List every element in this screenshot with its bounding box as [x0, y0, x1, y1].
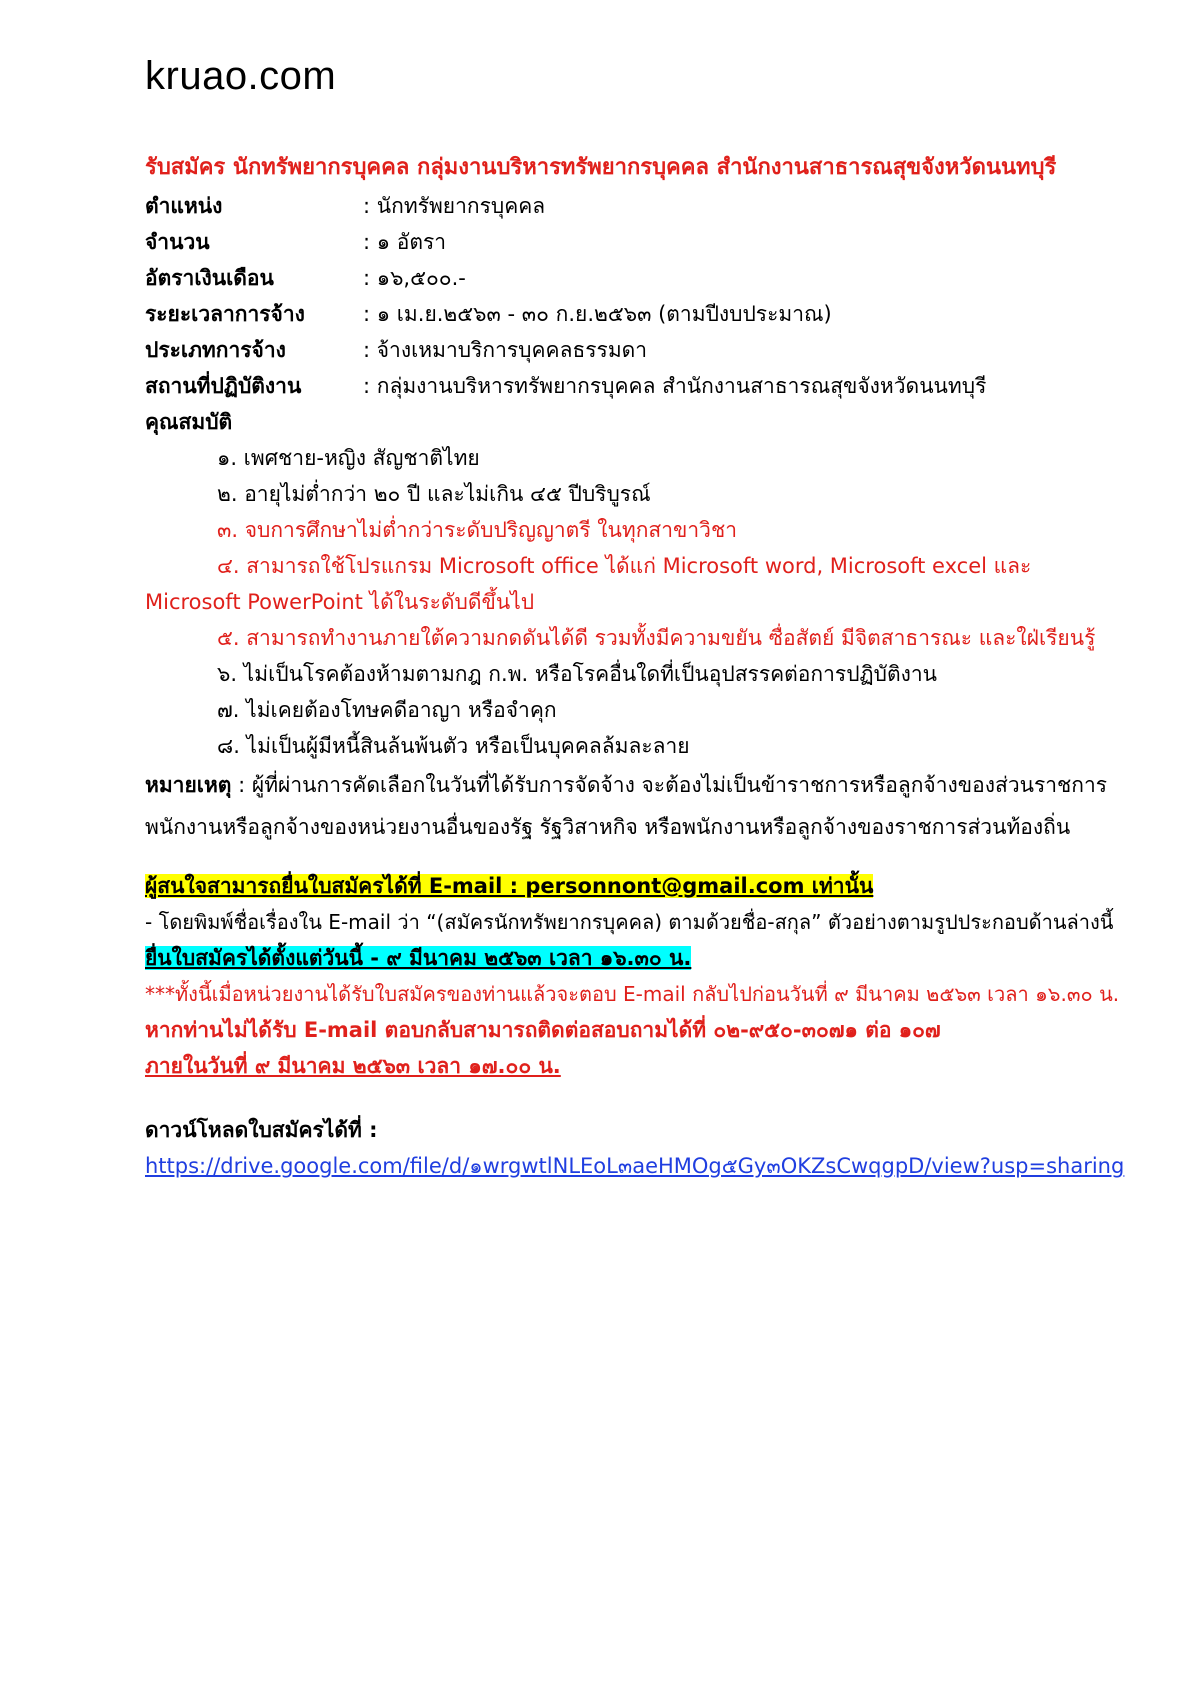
apply-deadline-highlight: ยื่นใบสมัครได้ตั้งแต่วันนี้ - ๙ มีนาคม ๒๕๖๓ เวลา ๑๖.๓๐ น.	[145, 946, 692, 970]
reply-note: ***ทั้งนี้เมื่อหน่วยงานได้รับใบสมัครของท่านแล้วจะตอบ E-mail กลับไปก่อนวันที่ ๙ มีนาคม ๒๕๖๓ เวลา ๑๖.๓๐ น.	[145, 982, 1120, 1006]
detail-row	[145, 188, 1135, 224]
contact-note: หากท่านไม่ได้รับ E-mail ตอบกลับสามารถติดต่อสอบถามได้ที่ ๐๒-๙๕๐-๓๐๗๑ ต่อ ๑๐๗	[145, 1018, 941, 1042]
detail-label: ระยะเวลาการจ้าง	[145, 302, 305, 326]
remark-text-1: : ผู้ที่ผ่านการคัดเลือกในวันที่ได้รับการจัดจ้าง จะต้องไม่เป็นข้าราชการหรือลูกจ้างของส่วนราชการ	[238, 773, 1108, 797]
detail-value: : ๑ เม.ย.๒๕๖๓ - ๓๐ ก.ย.๒๕๖๓ (ตามปีงบประมาณ)	[363, 302, 832, 326]
announcement	[145, 148, 1135, 1184]
detail-value: : กลุ่มงานบริหารทรัพยากรบุคคล สำนักงานสาธารณสุขจังหวัดนนทบุรี	[363, 374, 987, 398]
apply-email-highlight: ผู้สนใจสามารถยื่นใบสมัครได้ที่ E-mail : personnont@gmail.com เท่านั้น	[145, 874, 874, 898]
download-link[interactable]: https://drive.google.com/file/d/๑wrgwtlNLEoL๓aeHMOg๕Gy๓OKZsCwqgpD/view?usp=sharing	[145, 1154, 1125, 1178]
detail-row	[145, 296, 1135, 332]
remark	[145, 764, 1135, 848]
detail-row	[145, 224, 1135, 260]
remark-label: หมายเหตุ	[145, 773, 232, 797]
qualification-item: ๖. ไม่เป็นโรคต้องห้ามตามกฎ ก.พ. หรือโรคอื่นใดที่เป็นอุปสรรคต่อการปฏิบัติงาน	[217, 662, 937, 686]
qualification-item: ๔. สามารถใช้โปรแกรม Microsoft office ได้แก่ Microsoft word, Microsoft excel และ	[217, 554, 1032, 578]
qualification-item: ๘. ไม่เป็นผู้มีหนี้สินล้นพ้นตัว หรือเป็นบุคคลล้มละลาย	[217, 734, 690, 758]
qualification-item: ๗. ไม่เคยต้องโทษคดีอาญา หรือจำคุก	[217, 698, 557, 722]
detail-row	[145, 332, 1135, 368]
qualifications-heading: คุณสมบัติ	[145, 410, 233, 434]
contact-deadline: ภายในวันที่ ๙ มีนาคม ๒๕๖๓ เวลา ๑๗.๐๐ น.	[145, 1054, 561, 1078]
qualification-item: ๑. เพศชาย-หญิง สัญชาติไทย	[217, 446, 480, 470]
detail-value: : นักทรัพยากรบุคคล	[363, 194, 546, 218]
download-label: ดาวน์โหลดใบสมัครได้ที่ :	[145, 1118, 378, 1142]
detail-row	[145, 260, 1135, 296]
qualification-item-continued: Microsoft PowerPoint ได้ในระดับดีขึ้นไป	[145, 590, 535, 614]
qualification-item: ๕. สามารถทำงานภายใต้ความกดดันได้ดี รวมทั้งมีความขยัน ซื่อสัตย์ มีจิตสาธารณะ และใฝ่เรียนรู้	[217, 626, 1096, 650]
qualification-item: ๒. อายุไม่ต่ำกว่า ๒๐ ปี และไม่เกิน ๔๕ ปีบริบูรณ์	[217, 482, 651, 506]
site-watermark: kruao.com	[145, 54, 337, 98]
detail-label: ตำแหน่ง	[145, 194, 223, 218]
detail-value: : จ้างเหมาบริการบุคคลธรรมดา	[363, 338, 648, 362]
remark-text-2: พนักงานหรือลูกจ้างของหน่วยงานอื่นของรัฐ รัฐวิสาหกิจ หรือพนักงานหรือลูกจ้างของราชการส่วนท้องถิ่น	[145, 815, 1071, 839]
qualification-item: ๓. จบการศึกษาไม่ต่ำกว่าระดับปริญญาตรี ในทุกสาขาวิชา	[217, 518, 738, 542]
detail-label: ประเภทการจ้าง	[145, 338, 286, 362]
detail-row	[145, 368, 1135, 404]
detail-label: สถานที่ปฏิบัติงาน	[145, 374, 302, 398]
announcement-title: รับสมัคร นักทรัพยากรบุคคล กลุ่มงานบริหารทรัพยากรบุคคล สำนักงานสาธารณสุขจังหวัดนนทบุรี	[145, 155, 1057, 180]
detail-value: : ๑ อัตรา	[363, 230, 447, 254]
subject-instruction: - โดยพิมพ์ชื่อเรื่องใน E-mail ว่า “(สมัครนักทรัพยากรบุคคล) ตามด้วยชื่อ-สกุล” ตัวอย่างตามรูปประกอบด้านล่างนี้	[145, 910, 1114, 934]
detail-value: : ๑๖,๕๐๐.-	[363, 266, 466, 290]
detail-label: จำนวน	[145, 230, 210, 254]
detail-label: อัตราเงินเดือน	[145, 266, 274, 290]
